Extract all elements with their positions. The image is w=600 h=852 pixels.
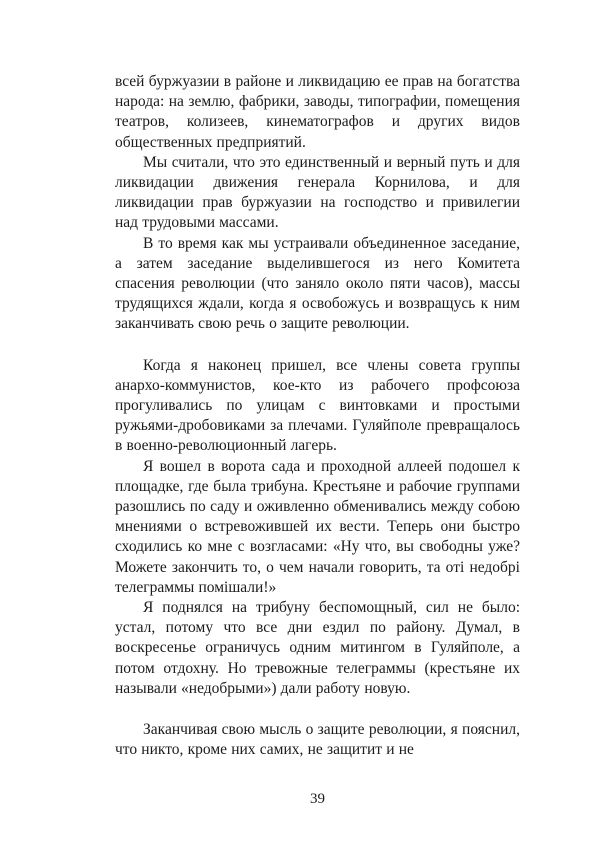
paragraph: Я вошел в ворота сада и проходной аллеей подошел к площадке, где была трибуна. Крестьяне и рабочие группами разошлись по саду и оживленно обменивались между собою мнениями о встревожившей их вести. Теперь они быстро сходились ко мне с возгласами: «Ну что, вы свободны уже? Можете закончить то, о чем начали говорить, та оті недобрі телеграммы помішали!» (115, 457, 520, 596)
page-number: 39 (310, 791, 325, 807)
paragraph: Мы считали, что это единственный и верный путь и для ликвидации движения генерала Корнилова, и для ликвидации прав буржуазии на господство и привилегии над трудовыми массами. (115, 153, 520, 232)
paragraph: Когда я наконец пришел, все члены совета группы анархо-коммунистов, кое-кто из рабочего профсоюза прогуливались по улицам с винтовками и простыми ружьями-дробовиками за плечами. Гуляйполе превращалось в военно-революционный лагерь. (115, 356, 520, 455)
paragraph: Я поднялся на трибуну беспомощный, сил не было: устал, потому что все дни ездил по району. Думал, в воскресенье ограничусь одним митингом в Гуляйполе, а потом отдохну. Но тревожные телеграммы (крестьяне их называли «недобрыми») дали работу новую. (115, 599, 520, 697)
text-block (115, 72, 520, 761)
paragraph: Заканчивая свою мысль о защите революции, я пояснил, что никто, кроме них самих, не защитит и не (115, 721, 520, 759)
paragraph: В то время как мы устраивали объединенное заседание, а затем заседание выделившегося из него Комитета спасения революции (что заняло около пяти часов), массы трудящихся ждали, когда я освобожусь и возвращусь к ним заканчивать свою речь о защите революции. (115, 234, 520, 333)
paragraph: всей буржуазии в районе и ликвидацию ее прав на богатства народа: на землю, фабрики, заводы, типографии, помещения театров, колизеев, кинематографов и других видов общественных предприятий. (115, 73, 520, 151)
